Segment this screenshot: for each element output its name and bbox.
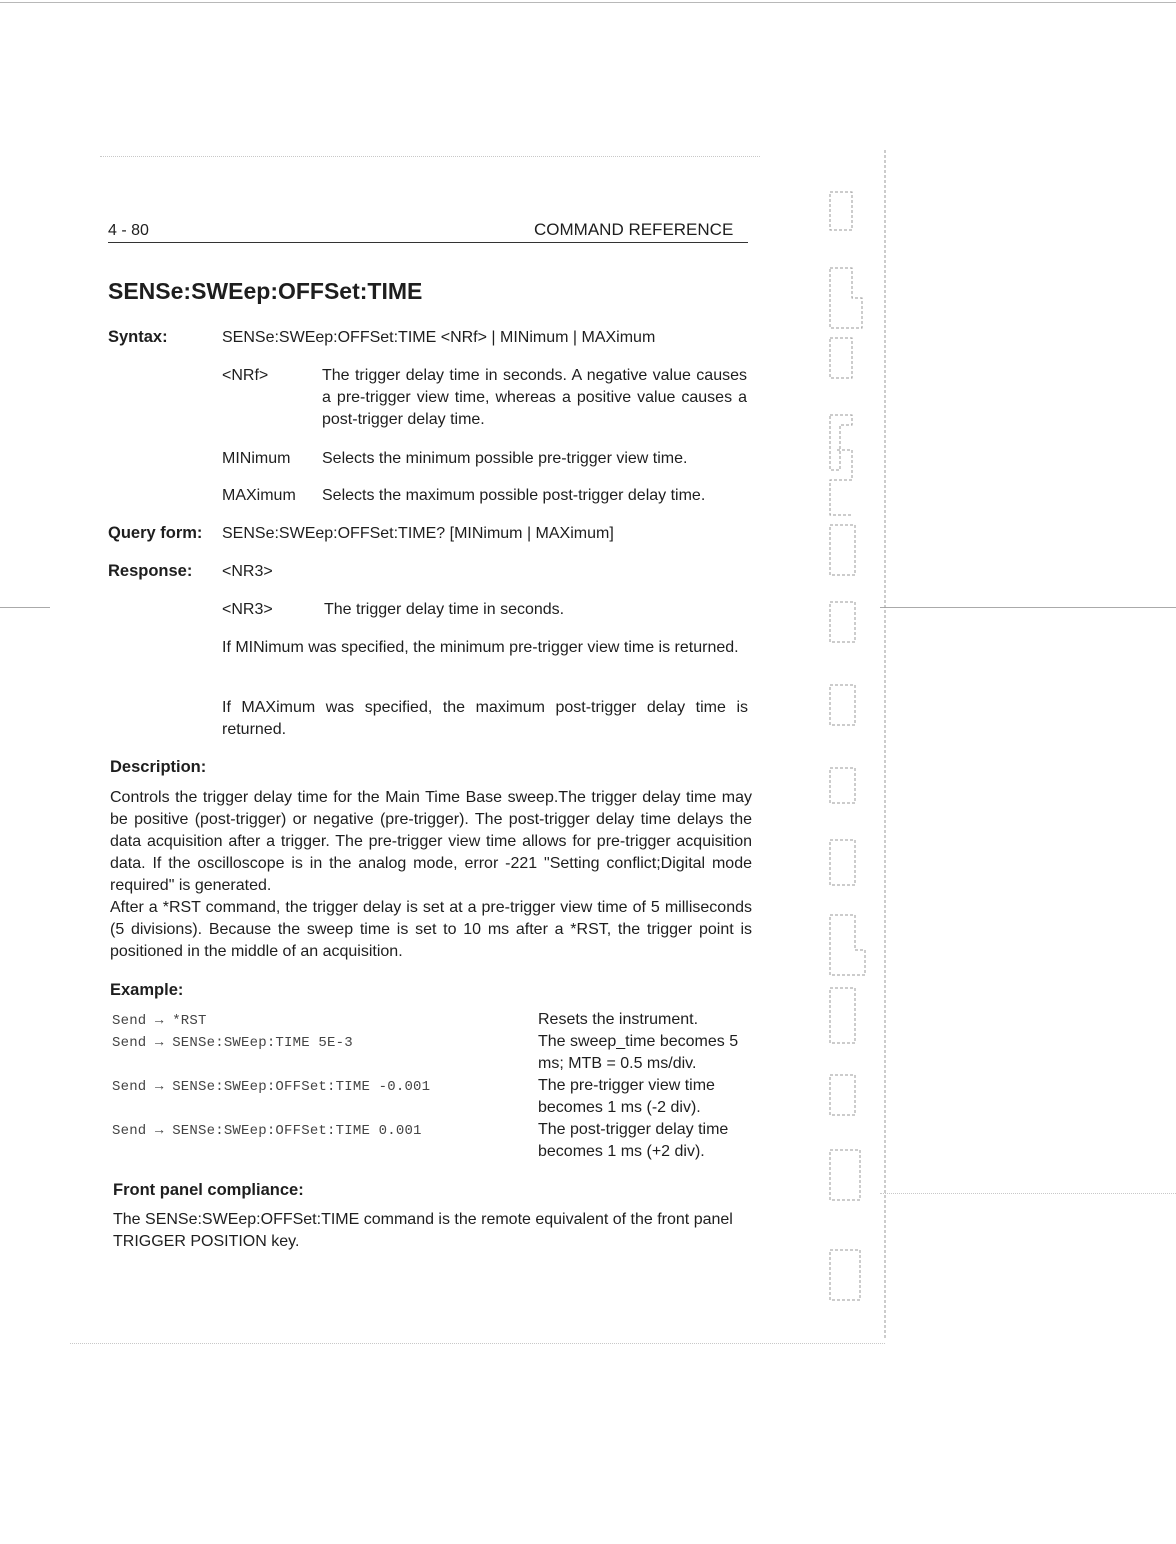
response-note-min: If MINimum was specified, the minimum pre-trigger view time is returned. xyxy=(222,639,739,656)
section-header: COMMAND REFERENCE xyxy=(534,220,734,239)
param-description: Selects the maximum possible post-trigger delay time. xyxy=(322,487,706,504)
response-param-name: <NR3> xyxy=(222,601,273,618)
example-code: Send → SENSe:SWEep:OFFSet:TIME -0.001 xyxy=(112,1079,431,1095)
example-comment: The post-trigger delay time becomes 1 ms (+2 div). xyxy=(538,1121,729,1160)
description-label: Description: xyxy=(110,758,207,776)
example-code: Send → *RST xyxy=(112,1013,207,1029)
example-label: Example: xyxy=(110,981,184,999)
scan-line xyxy=(0,2,1176,3)
syntax-command: SENSe:SWEep:OFFSet:TIME <NRf> | MINimum | MAXimum xyxy=(222,329,656,346)
index-tabs-graphic xyxy=(815,150,890,1350)
scan-line xyxy=(880,607,1176,608)
syntax-label: Syntax: xyxy=(108,328,168,346)
scan-line xyxy=(880,1193,1176,1194)
description-para: Controls the trigger delay time for the Main Time Base sweep.The trigger delay time may be positive (post-trigger) or negative (pre-trigger). The post-trigger delay time delays the data acquisition after a trigger. The pre-trigger view time allows for pre-trigger acquisition data. If the oscilloscope is in the analog mode, error -221 "Setting conflict;Digital mode required" is generated. xyxy=(110,789,752,894)
example-code: Send → SENSe:SWEep:TIME 5E-3 xyxy=(112,1035,353,1051)
description-para: After a *RST command, the trigger delay is set at a pre-trigger view time of 5 milliseconds (5 divisions). Because the sweep time is set to 10 ms after a *RST, the trigger point is positioned in the middle of an acquisition. xyxy=(110,899,752,960)
page-number: 4 - 80 xyxy=(108,222,149,239)
response-param-description: The trigger delay time in seconds. xyxy=(324,601,565,618)
scan-line xyxy=(0,607,50,608)
example-code: Send → SENSe:SWEep:OFFSet:TIME 0.001 xyxy=(112,1123,422,1139)
command-title: SENSe:SWEep:OFFSet:TIME xyxy=(108,278,423,304)
example-comment: The pre-trigger view time becomes 1 ms (-2 div). xyxy=(538,1077,715,1116)
response-format: <NR3> xyxy=(222,563,273,580)
scan-line xyxy=(100,156,760,157)
param-name: MINimum xyxy=(222,450,291,467)
response-note-max: If MAXimum was specified, the maximum post-trigger delay time is returned. xyxy=(222,699,748,738)
param-name: MAXimum xyxy=(222,487,296,504)
param-description: The trigger delay time in seconds. A negative value causes a pre-trigger view time, whereas a positive value causes a post-trigger delay time. xyxy=(322,367,747,428)
front-panel-text: The SENSe:SWEep:OFFSet:TIME command is the remote equivalent of the front panel TRIGGER POSITION key. xyxy=(113,1211,733,1250)
example-comment: The sweep_time becomes 5 ms; MTB = 0.5 ms/div. xyxy=(538,1033,739,1072)
query-command: SENSe:SWEep:OFFSet:TIME? [MINimum | MAXimum] xyxy=(222,525,614,542)
param-description: Selects the minimum possible pre-trigger view time. xyxy=(322,450,688,467)
query-label: Query form: xyxy=(108,524,203,542)
example-comment: Resets the instrument. xyxy=(538,1011,699,1028)
response-label: Response: xyxy=(108,562,193,580)
scan-line xyxy=(70,1343,885,1344)
header-rule xyxy=(108,242,748,243)
front-panel-label: Front panel compliance: xyxy=(113,1181,304,1199)
param-name: <NRf> xyxy=(222,367,269,384)
